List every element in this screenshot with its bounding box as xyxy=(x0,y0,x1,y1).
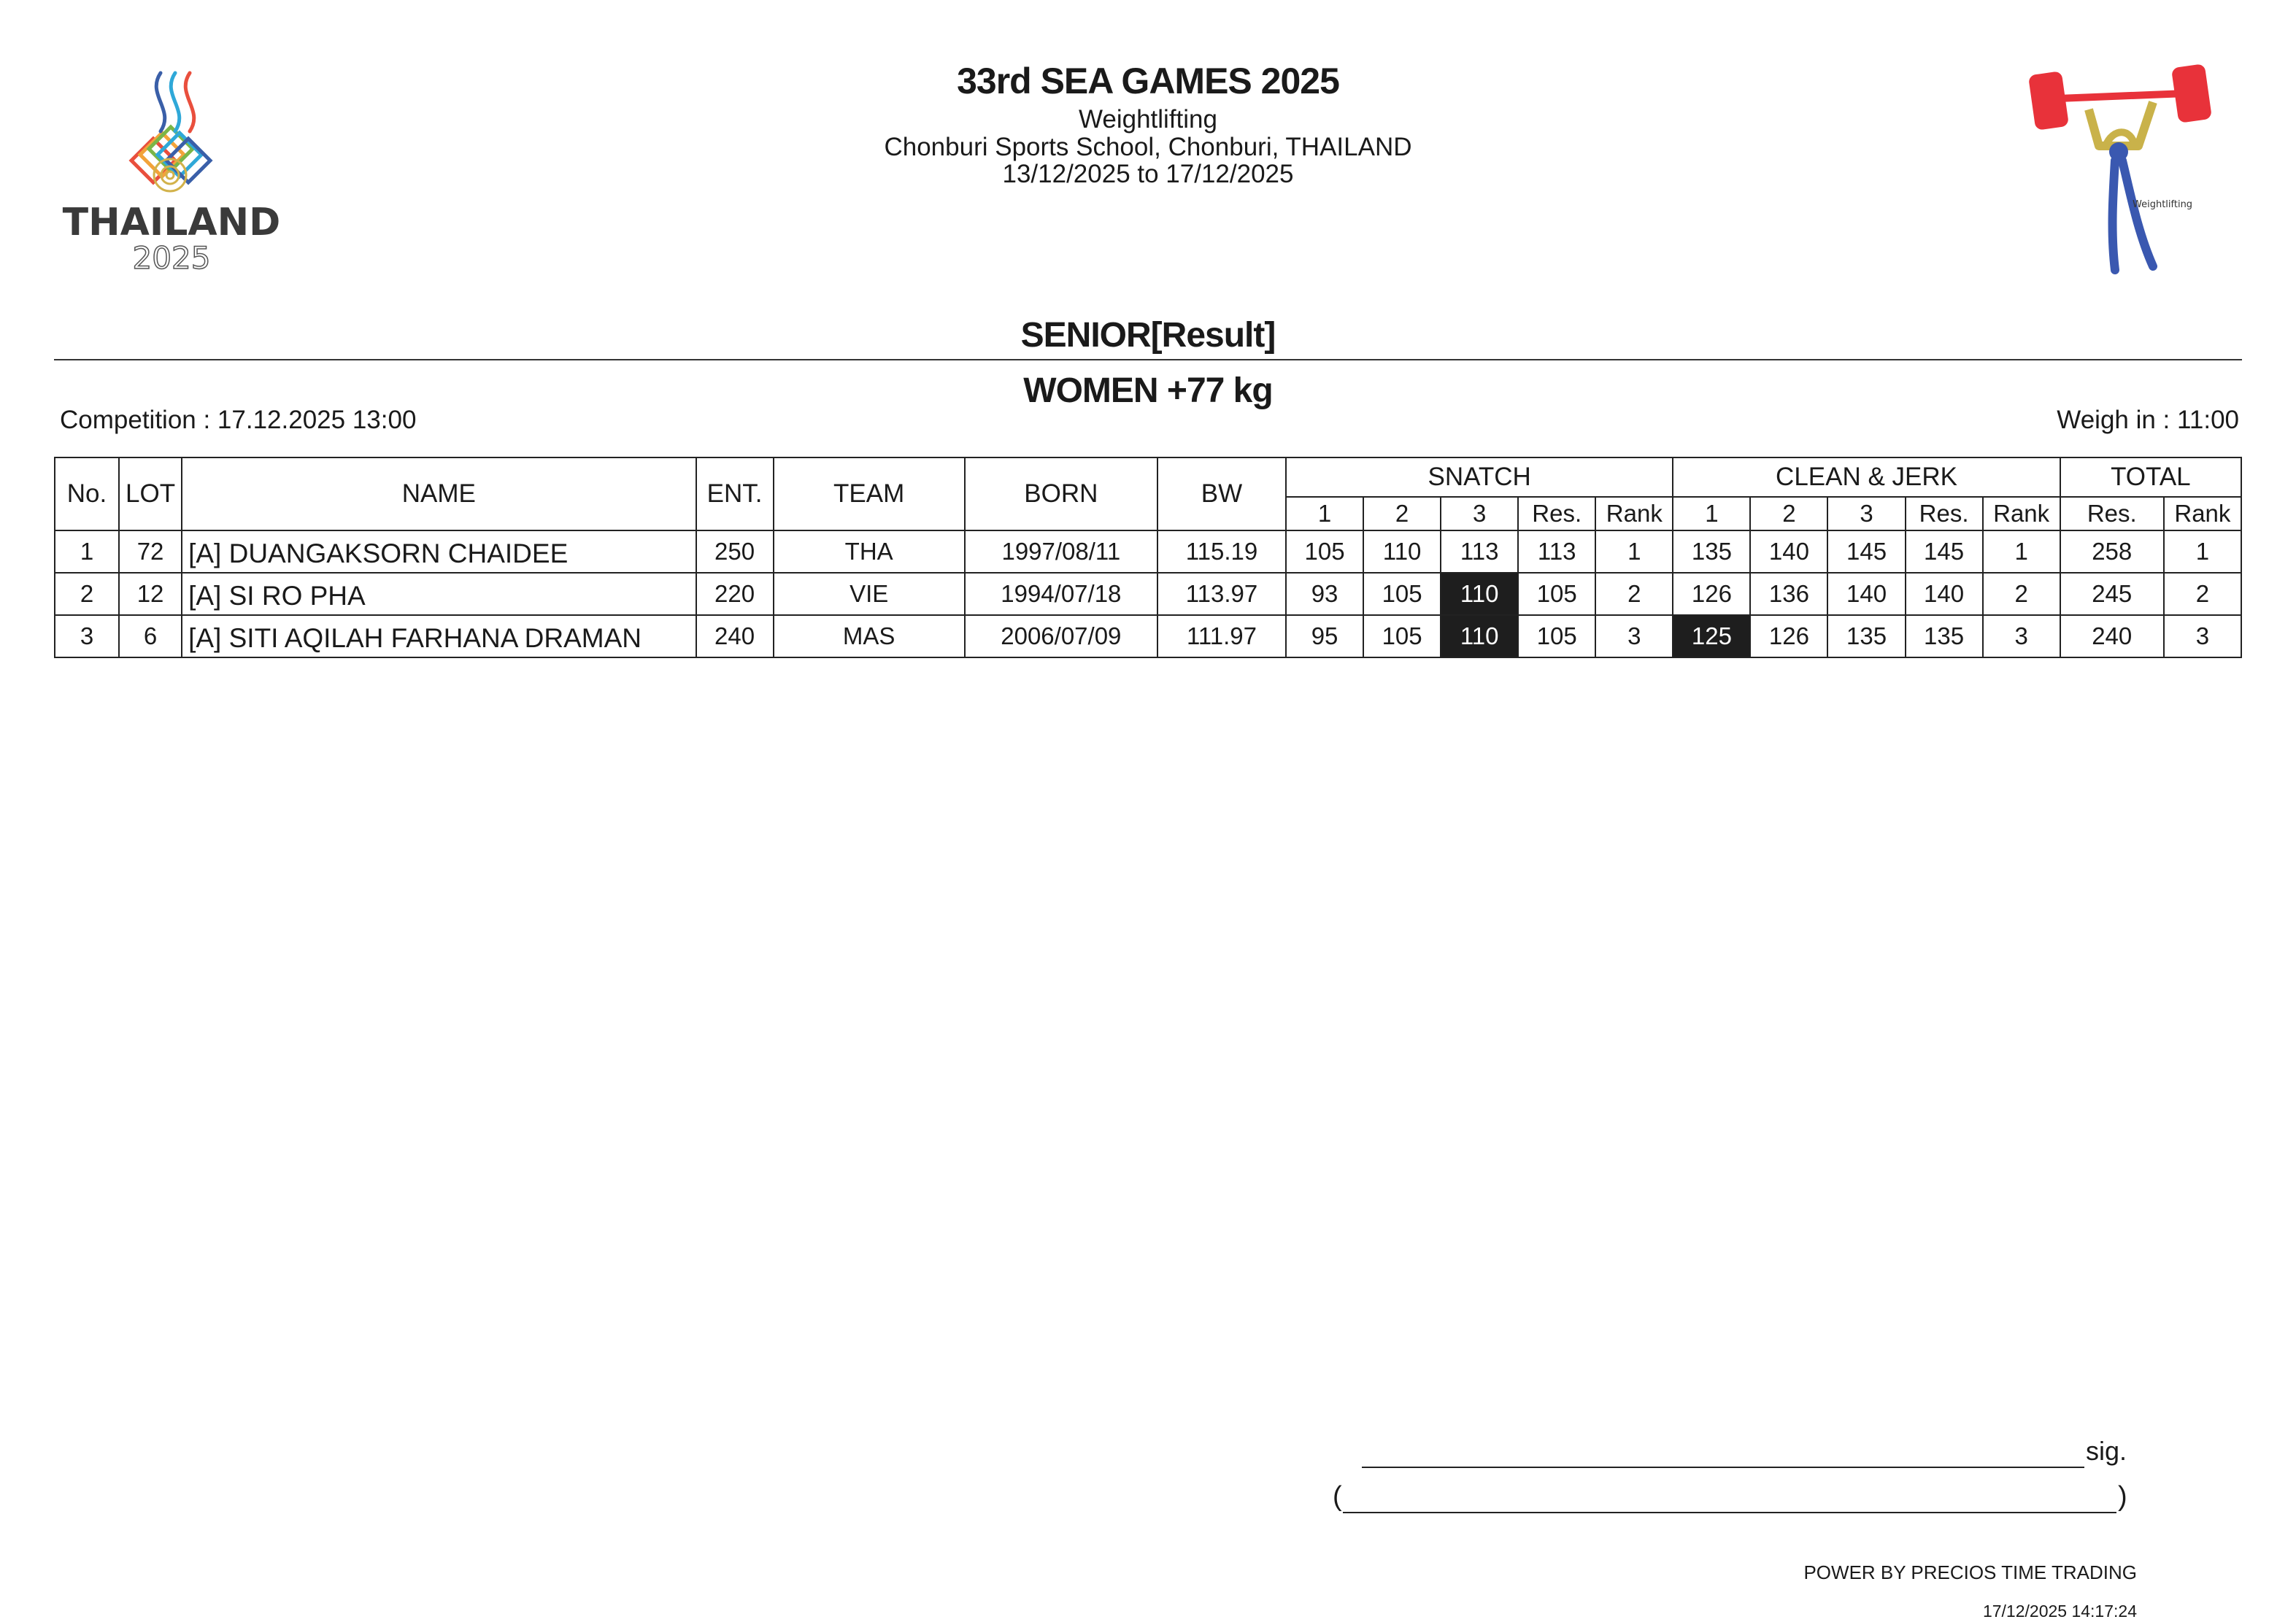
event-title: 33rd SEA GAMES 2025 xyxy=(957,61,1339,101)
name-bracket-open: ( xyxy=(1333,1481,1342,1512)
cell-cj-3: 135 xyxy=(1827,615,1905,657)
pictogram-caption: Weightlifting xyxy=(2133,199,2193,210)
printed-name-line xyxy=(1343,1484,2116,1513)
name-bracket-close: ) xyxy=(2118,1481,2127,1512)
header-total: TOTAL xyxy=(2060,457,2241,497)
cell-no: 2 xyxy=(55,573,119,615)
cell-total-rank: 1 xyxy=(2164,530,2241,573)
cell-cj-1: 135 xyxy=(1673,530,1750,573)
subheader-cj-3: 3 xyxy=(1827,497,1905,530)
subheader-snatch-1: 1 xyxy=(1286,497,1363,530)
cell-cj-rank: 3 xyxy=(1983,615,2060,657)
cell-cj-1-failed: 125 xyxy=(1673,615,1750,657)
cell-bw: 113.97 xyxy=(1157,573,1286,615)
cell-snatch-rank: 1 xyxy=(1595,530,1673,573)
cell-total-res: 240 xyxy=(2060,615,2164,657)
cell-cj-res: 140 xyxy=(1906,573,1983,615)
table-row xyxy=(55,530,2241,573)
header-bw: BW xyxy=(1157,457,1286,530)
cell-total-res: 258 xyxy=(2060,530,2164,573)
subheader-cj-1: 1 xyxy=(1673,497,1750,530)
results-table xyxy=(54,457,2242,658)
cell-born: 1994/07/18 xyxy=(965,573,1157,615)
header-ent: ENT. xyxy=(696,457,774,530)
cell-team: VIE xyxy=(774,573,965,615)
cell-snatch-1: 93 xyxy=(1286,573,1363,615)
subheader-snatch-rank: Rank xyxy=(1595,497,1673,530)
logo-text: THAILAND xyxy=(62,201,281,244)
logo-year: 2025 xyxy=(132,240,211,276)
cell-born: 2006/07/09 xyxy=(965,615,1157,657)
cell-cj-res: 145 xyxy=(1906,530,1983,573)
cell-snatch-rank: 2 xyxy=(1595,573,1673,615)
cell-cj-2: 126 xyxy=(1750,615,1827,657)
cell-ent: 250 xyxy=(696,530,774,573)
weigh-in-time: Weigh in : 11:00 xyxy=(2057,406,2239,434)
subheader-total-res: Res. xyxy=(2060,497,2164,530)
cell-snatch-1: 95 xyxy=(1286,615,1363,657)
cell-snatch-3-failed: 110 xyxy=(1441,573,1518,615)
cell-snatch-3: 113 xyxy=(1441,530,1518,573)
category-title: WOMEN +77 kg xyxy=(1023,371,1273,410)
cell-cj-rank: 2 xyxy=(1983,573,2060,615)
cell-ent: 240 xyxy=(696,615,774,657)
cell-snatch-res: 105 xyxy=(1518,573,1595,615)
cell-no: 1 xyxy=(55,530,119,573)
cell-snatch-2: 105 xyxy=(1363,573,1441,615)
print-timestamp: 17/12/2025 14:17:24 xyxy=(1982,1602,2137,1621)
header-name: NAME xyxy=(182,457,696,530)
cell-cj-1: 126 xyxy=(1673,573,1750,615)
header-lot: LOT xyxy=(119,457,182,530)
cell-bw: 111.97 xyxy=(1157,615,1286,657)
sport-name: Weightlifting xyxy=(1078,105,1217,134)
cell-total-rank: 3 xyxy=(2164,615,2241,657)
table-row xyxy=(55,615,2241,657)
cell-total-res: 245 xyxy=(2060,573,2164,615)
header-clean-jerk: CLEAN & JERK xyxy=(1673,457,2060,497)
cell-ent: 220 xyxy=(696,573,774,615)
cell-lot: 12 xyxy=(119,573,182,615)
cell-total-rank: 2 xyxy=(2164,573,2241,615)
cell-snatch-1: 105 xyxy=(1286,530,1363,573)
venue: Chonburi Sports School, Chonburi, THAILAND xyxy=(884,133,1412,161)
cell-cj-3: 145 xyxy=(1827,530,1905,573)
header-no: No. xyxy=(55,457,119,530)
cell-no: 3 xyxy=(55,615,119,657)
powered-by: POWER BY PRECIOS TIME TRADING xyxy=(1803,1561,2137,1583)
cell-snatch-res: 105 xyxy=(1518,615,1595,657)
cell-team: THA xyxy=(774,530,965,573)
table-row xyxy=(55,573,2241,615)
cell-cj-2: 140 xyxy=(1750,530,1827,573)
signature-line xyxy=(1362,1439,2084,1468)
cell-cj-2: 136 xyxy=(1750,573,1827,615)
header-snatch: SNATCH xyxy=(1286,457,1673,497)
cell-name: [A] SITI AQILAH FARHANA DRAMAN xyxy=(182,615,696,657)
subheader-cj-rank: Rank xyxy=(1983,497,2060,530)
cell-snatch-res: 113 xyxy=(1518,530,1595,573)
cell-cj-res: 135 xyxy=(1906,615,1983,657)
subheader-cj-2: 2 xyxy=(1750,497,1827,530)
cell-team: MAS xyxy=(774,615,965,657)
subheader-snatch-3: 3 xyxy=(1441,497,1518,530)
subheader-snatch-2: 2 xyxy=(1363,497,1441,530)
cell-lot: 72 xyxy=(119,530,182,573)
cell-cj-rank: 1 xyxy=(1983,530,2060,573)
cell-name: [A] SI RO PHA xyxy=(182,573,696,615)
competition-time: Competition : 17.12.2025 13:00 xyxy=(60,406,417,434)
section-title: SENIOR[Result] xyxy=(1020,316,1276,355)
cell-cj-3: 140 xyxy=(1827,573,1905,615)
signature-label: sig. xyxy=(2086,1436,2127,1466)
cell-born: 1997/08/11 xyxy=(965,530,1157,573)
subheader-snatch-res: Res. xyxy=(1518,497,1595,530)
cell-snatch-2: 110 xyxy=(1363,530,1441,573)
cell-lot: 6 xyxy=(119,615,182,657)
cell-name: [A] DUANGAKSORN CHAIDEE xyxy=(182,530,696,573)
cell-snatch-rank: 3 xyxy=(1595,615,1673,657)
subheader-cj-res: Res. xyxy=(1906,497,1983,530)
cell-snatch-2: 105 xyxy=(1363,615,1441,657)
cell-snatch-3-failed: 110 xyxy=(1441,615,1518,657)
header-divider xyxy=(54,359,2242,360)
event-dates: 13/12/2025 to 17/12/2025 xyxy=(1002,160,1294,188)
cell-bw: 115.19 xyxy=(1157,530,1286,573)
header-born: BORN xyxy=(965,457,1157,530)
header-team: TEAM xyxy=(774,457,965,530)
subheader-total-rank: Rank xyxy=(2164,497,2241,530)
